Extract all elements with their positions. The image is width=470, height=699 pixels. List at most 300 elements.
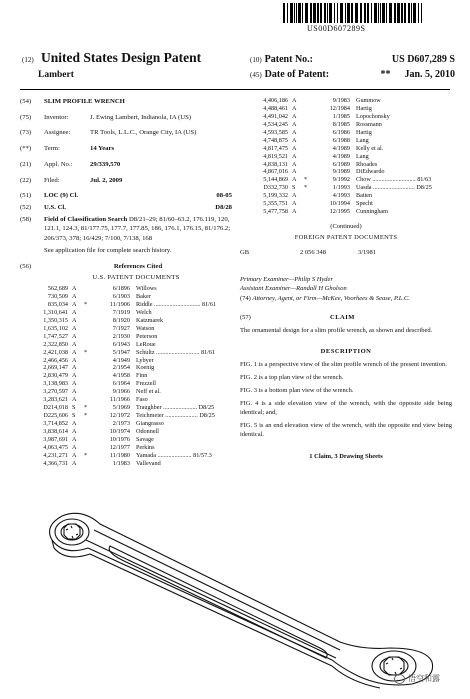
reference-row xyxy=(20,396,232,404)
reference-kind: A xyxy=(72,380,77,388)
reference-number: 4,231,271 xyxy=(43,451,68,459)
reference-number: 2,669,147 xyxy=(43,364,68,372)
reference-number: 1,350,315 xyxy=(43,316,68,324)
reference-name: Gummow xyxy=(356,97,381,104)
reference-row xyxy=(20,317,232,325)
reference-row xyxy=(240,137,452,145)
reference-name: Perkins xyxy=(136,443,155,451)
reference-date: 4/1949 xyxy=(112,356,130,364)
reference-kind: A xyxy=(72,300,77,308)
reference-row xyxy=(20,333,232,341)
reference-kind: S xyxy=(72,404,76,412)
reference-mark xyxy=(304,129,316,137)
reference-row xyxy=(240,192,452,200)
reference-kind: A xyxy=(292,112,297,120)
reference-mark xyxy=(84,309,96,317)
reference-kind: A xyxy=(72,396,77,404)
reference-row xyxy=(240,129,452,137)
fig-5-description: FIG. 5 is an end elevation view of the wrench, with the opposite end view being identical. xyxy=(240,422,452,439)
reference-name: Neff et al. xyxy=(136,388,161,396)
reference-kind: A xyxy=(292,120,297,128)
reference-date: 10/1976 xyxy=(109,435,130,443)
reference-date: 12/1977 xyxy=(109,443,130,451)
us-patent-docs-heading: U.S. PATENT DOCUMENTS xyxy=(92,274,180,282)
reference-row xyxy=(240,145,452,153)
field-row: (58) Field of Classification Search D8/21–29; 81/60–63.2, 176.119, 120, 121.1, 124.3, 81/177.75, 177.7, 177.85, 186, 176.1, 176.15, 81/176.2; 206/373, 378; 16/429; 7/100, 7/138, 168 xyxy=(20,215,231,243)
barcode-bar xyxy=(337,3,338,23)
reference-date: 1/1985 xyxy=(332,112,350,120)
reference-name: Riddle .............................. 81/61 xyxy=(136,300,217,308)
reference-date: 5/1947 xyxy=(112,348,130,356)
reference-number: 3,838,614 xyxy=(43,427,68,435)
reference-mark: * xyxy=(84,412,88,420)
reference-row xyxy=(20,388,232,396)
reference-name: Peterson xyxy=(136,332,158,340)
reference-kind: A xyxy=(72,435,77,443)
appl-row: (21) Appl. No.: 29/339,570 xyxy=(20,160,232,170)
reference-mark: * xyxy=(84,300,88,308)
reference-row xyxy=(240,176,452,184)
reference-name: Savage xyxy=(136,435,154,443)
document-type: United States Design Patent xyxy=(41,50,202,65)
reference-kind: A xyxy=(72,356,77,364)
description-heading: DESCRIPTION xyxy=(320,347,372,355)
reference-mark xyxy=(304,97,316,105)
reference-name: Rhoades xyxy=(356,160,378,168)
reference-mark xyxy=(84,380,96,388)
reference-date: 9/1983 xyxy=(332,97,350,104)
reference-mark xyxy=(84,325,96,333)
reference-date: 12/1995 xyxy=(329,208,350,216)
reference-name: Katzmarek xyxy=(136,316,164,324)
reference-name: Vallevand xyxy=(136,459,161,467)
reference-mark xyxy=(304,168,316,176)
us-class: D8/28 xyxy=(215,204,232,212)
continued-note: (Continued) xyxy=(330,223,362,231)
reference-number: 4,838,131 xyxy=(263,160,288,168)
reference-kind: A xyxy=(72,443,77,451)
barcode-bar xyxy=(374,3,377,23)
barcode-bar xyxy=(367,3,369,23)
reference-mark: * xyxy=(304,184,308,192)
reference-date: 11/1906 xyxy=(109,300,130,308)
foreign-reference: GB 2 056 348 3/1981 xyxy=(240,249,377,257)
reference-date: 2/1954 xyxy=(112,364,130,372)
barcode-bar xyxy=(296,3,297,23)
reference-name: Hartig xyxy=(356,128,372,136)
reference-number: 1,747,527 xyxy=(43,332,68,340)
reference-mark xyxy=(84,364,96,372)
reference-mark: * xyxy=(84,404,88,412)
reference-number: 4,817,475 xyxy=(263,144,288,152)
barcode-bar xyxy=(298,3,301,23)
reference-row xyxy=(20,285,232,293)
reference-mark xyxy=(84,428,96,436)
term-row: (**) Term: 14 Years xyxy=(20,144,232,154)
reference-number: 4,819,521 xyxy=(263,152,288,160)
reference-number: 2,830,479 xyxy=(43,372,68,380)
reference-date: 6/1943 xyxy=(112,340,130,348)
barcode-bar xyxy=(355,3,358,23)
reference-number: 3,987,691 xyxy=(43,435,68,443)
reference-kind: A xyxy=(72,324,77,332)
inventor-surname: Lambert xyxy=(38,70,74,80)
reference-kind: A xyxy=(72,451,77,459)
barcode-bar xyxy=(334,3,335,23)
reference-row xyxy=(240,113,452,121)
reference-name: Frezzell xyxy=(136,380,156,388)
reference-number: 2,421,038 xyxy=(43,348,68,356)
reference-name: Teichmeier ..................... D8/25 xyxy=(136,412,215,420)
barcode-bar xyxy=(290,3,293,23)
reference-name: Finn xyxy=(136,372,148,380)
search-history-note: See application file for complete search history. xyxy=(44,246,172,254)
reference-mark xyxy=(84,341,96,349)
reference-mark: * xyxy=(304,176,308,184)
reference-kind: A xyxy=(292,160,297,168)
reference-row xyxy=(20,301,232,309)
filed-row: (22) Filed: Jul. 2, 2009 xyxy=(20,176,232,186)
reference-kind: A xyxy=(72,388,77,396)
reference-name: Specht xyxy=(356,200,373,208)
patent-number: US D607,289 S xyxy=(391,54,455,65)
barcode-bar xyxy=(413,3,416,23)
reference-row xyxy=(240,161,452,169)
reference-date: 8/1920 xyxy=(112,316,130,324)
reference-mark xyxy=(304,208,316,216)
barcode-bar xyxy=(305,3,308,23)
reference-date: 6/1896 xyxy=(112,285,130,293)
invention-title: SLIM PROFILE WRENCH xyxy=(44,98,125,105)
barcode-bar xyxy=(313,3,316,23)
reference-date: 5/1969 xyxy=(112,404,130,412)
examiners: Primary Examiner—Philip S Hyder Assistant Examiner—Randall H Gholson (74) Attorney, Agent, or Firm—McKee, Voorhees & Sease, P.L.C. xyxy=(240,276,410,302)
description xyxy=(240,360,452,440)
reference-date: 9/1992 xyxy=(332,176,350,184)
barcode-bar xyxy=(378,3,379,23)
reference-date: 6/1989 xyxy=(332,160,350,168)
reference-name: Batten xyxy=(356,192,373,200)
barcode-bar xyxy=(287,3,288,23)
reference-mark xyxy=(304,161,316,169)
reference-row xyxy=(20,420,232,428)
barcode-bar xyxy=(364,3,366,23)
reference-name: Baker xyxy=(136,293,151,300)
reference-date: 6/1988 xyxy=(332,136,350,144)
barcode-bar xyxy=(394,3,396,23)
reference-number: D332,730 xyxy=(263,184,288,192)
reference-row xyxy=(20,364,232,372)
reference-name: Odonnell xyxy=(136,427,160,435)
assistant-examiner: Assistant Examiner—Randall H Gholson xyxy=(240,285,347,293)
reference-kind: A xyxy=(292,128,297,136)
reference-date: 11/1980 xyxy=(109,451,130,459)
reference-date: 4/1958 xyxy=(112,372,130,380)
reference-row xyxy=(20,436,232,444)
reference-number: 835,034 xyxy=(47,300,68,308)
reference-kind: A xyxy=(292,200,297,208)
barcode-bar xyxy=(345,3,346,23)
reference-row xyxy=(240,184,452,192)
reference-date: 12/1984 xyxy=(329,104,350,112)
wechat-icon xyxy=(394,674,405,684)
reference-number: 4,593,585 xyxy=(263,128,288,136)
reference-date: 1/1983 xyxy=(112,459,130,467)
us-references-list-continued xyxy=(240,97,452,216)
barcode-bar xyxy=(380,3,381,23)
reference-kind: A xyxy=(72,420,77,427)
barcode-bar xyxy=(360,3,362,23)
country-code: (12) xyxy=(22,56,34,64)
reference-date: 4/1989 xyxy=(332,144,350,152)
barcode-bar xyxy=(382,3,385,23)
reference-name: Cunningham xyxy=(356,208,388,216)
reference-name: Hartig xyxy=(356,104,372,112)
reference-number: 4,063,475 xyxy=(43,443,68,451)
reference-mark xyxy=(304,153,316,161)
patent-no-label: Patent No.: xyxy=(264,54,313,65)
reference-row xyxy=(20,309,232,317)
reference-number: 3,138,983 xyxy=(43,380,68,388)
fig-4-description: FIG. 4 is a side elevation view of the wrench, with the opposite side being identical; and, xyxy=(240,400,452,417)
date-code: (45) xyxy=(250,71,262,79)
bibliographic-data: (54) SLIM PROFILE WRENCH (75) Inventor: J. Ewing Lambert, Indianola, IA (US) (73) Assignee: TR Tools, L.L.C., Orange City, IA (US) (**) Term: 14 Years (21) Appl. No.: 29/339,570 (22) Filed: Jul. 2, 2009 (51) LOC (9) Cl. 08-05 (52) U.S. Cl. D8/28 (58) Field of Classification Search D8/21–29; 81/60–63.2, 176.119, 120, 121.1, 124.3, 81/177.75, 177.7, 177.85, 186, 176.1, 176.15, 81/176.2; 206/373, 378; 16/429; 7/100, 7/138, 168 See application file for complete search history. (56) References Cited U.S. PATENT DOCUMENTS 562,689 A 6/1896 Willows 730,509 A 6/1903 Baker 835,034 A * 11/1906 Riddle .............................. 81/61 1,310,641 A 7/1919 Welch 1,350,315 A 8/1920 Katzmarek 1,635,102 A 7/1927 Watson 1,747,527 A 2/1930 Peterson 2,322,850 A 6/1943 LeRoue 2,421,038 A * 5/1947 Schultz ............................ 81/61 2,466,456 A 4/1949 Lybyer 2,669,147 A 2/1954 Koenig 2,830,479 A 4/1958 Finn 3,138,983 A 6/1964 Frezzell 3,270,597 A 9/1966 Neff et al. 3,283,621 A 11/1966 Faso D214,018 S * 5/1969 Traughber ...................... D8/25 D225,606 S * 12/1972 Teichmeier ..................... D8/25 3,714,852 A 2/1973 Giangrasso 3,838,614 A 10/1974 Odonnell 3,987,691 A 10/1976 Savage 4,063,475 A 12/1977 Perkins 4,231,271 A * 11/1980 Yamada ...................... 81/57.3 4,366,731 A 1/1983 Vallevand xyxy=(20,98,232,467)
reference-name: Kelly et al. xyxy=(356,144,384,152)
reference-number: D214,018 xyxy=(43,404,68,412)
reference-date: 6/1903 xyxy=(112,293,130,300)
reference-number: 1,310,641 xyxy=(43,308,68,316)
reference-kind: A xyxy=(292,168,297,176)
reference-row xyxy=(20,452,232,460)
reference-number: 562,689 xyxy=(47,285,68,293)
reference-kind: A xyxy=(72,372,77,380)
reference-mark xyxy=(84,317,96,325)
reference-mark xyxy=(84,372,96,380)
reference-number: 4,534,245 xyxy=(263,120,288,128)
reference-date: 6/1986 xyxy=(332,128,350,136)
reference-date: 2/1930 xyxy=(112,332,130,340)
reference-row xyxy=(20,349,232,357)
reference-date: 9/1966 xyxy=(112,388,130,396)
reference-number: 4,488,461 xyxy=(263,104,288,112)
reference-mark xyxy=(84,333,96,341)
claim-heading: CLAIM xyxy=(330,313,355,321)
reference-kind: A xyxy=(72,348,77,356)
barcode-bar xyxy=(411,3,412,23)
reference-row xyxy=(20,412,232,420)
reference-kind: A xyxy=(292,97,297,104)
reference-name: Lybyer xyxy=(136,356,154,364)
reference-kind: A xyxy=(72,308,77,316)
reference-number: 3,270,597 xyxy=(43,388,68,396)
reference-kind: A xyxy=(292,144,297,152)
reference-number: 5,355,751 xyxy=(263,200,288,208)
reference-kind: A xyxy=(72,285,77,293)
reference-row xyxy=(20,380,232,388)
barcode-bar xyxy=(283,3,285,23)
reference-date: 7/1919 xyxy=(112,308,130,316)
term: 14 Years xyxy=(90,145,115,153)
reference-row xyxy=(240,97,452,105)
reference-number: 3,714,852 xyxy=(43,420,68,427)
reference-row xyxy=(20,428,232,436)
reference-kind: A xyxy=(72,293,77,300)
reference-date: 9/1989 xyxy=(332,168,350,176)
reference-row xyxy=(240,208,452,216)
reference-name: Faso xyxy=(136,396,148,404)
reference-name: Watson xyxy=(136,324,155,332)
loc-row: (51) LOC (9) Cl. 08-05 xyxy=(20,192,232,200)
reference-row xyxy=(20,293,232,301)
reference-number: 4,491,042 xyxy=(263,112,288,120)
primary-examiner: Primary Examiner—Philip S Hyder xyxy=(240,276,333,284)
barcode-bar xyxy=(310,3,312,23)
title-row: (54) SLIM PROFILE WRENCH xyxy=(20,97,232,107)
reference-mark xyxy=(84,396,96,404)
claim-text: The ornamental design for a slim profile wrench, as shown and described. xyxy=(240,326,433,334)
reference-name: Uasda ........................... D8/25 xyxy=(356,184,432,192)
field-of-search: D8/21–29; 81/60–63.2, 176.119, 120, 121.1, 124.3, 81/177.75, 177.7, 177.85, 186, 176.1, 176.15, 81/176.2; 206/373, 378; 16/429; 7/100, 7/138, 168 xyxy=(44,215,231,243)
barcode-bar xyxy=(324,3,326,23)
header-right xyxy=(250,54,455,80)
reference-number: 730,509 xyxy=(47,293,68,300)
barcode-bar xyxy=(327,3,328,23)
right-column: 4,406,186 A 9/1983 Gummow 4,488,461 A 12/1984 Hartig 4,491,042 A 1/1985 Lopochonsky 4,534,245 A 8/1985 Rossmann 4,593,585 A 6/1986 Hartig 4,748,875 A 6/1988 Lang 4,817,475 A 4/1989 Kelly et al. 4,819,521 A 4/1989 Lang 4,838,131 A 6/1989 Rhoades 4,867,016 A 9/1989 DiEdwardo 5,144,869 A * 9/1992 Chow ............................ 81/63 D332,730 S * 1/1993 Uasda ........................... D8/25 5,199,332 A 4/1993 Batten 5,355,751 A 10/1994 Specht 5,477,758 A 12/1995 Cunningham (Continued) FOREIGN PATENT DOCUMENTS GB 2 056 348 3/1981 Primary Examiner—Philip S Hyder Assistant Examiner—Randall H Gholson (74) Attorney, Agent, or Firm—McKee, Voorhees & Sease, P.L.C. (57) CLAIM The ornamental design for a slim profile wrench, as shown and described. DESCRIPTION FIG. 1 is a perspective view of the slim profile wrench of the present invention. FIG. 2 is a top plan view of the wrench. FIG. 3 is a bottom plan view of the wrench. FIG. 4 is a side elevation view of the wrench, with the opposite side being identical; and, FIG. 5 is an end elevation view of the wrench, with the opposite end view being identical. 1 Claim, 3 Drawing Sheets xyxy=(240,97,452,460)
reference-date: 7/1927 xyxy=(112,324,130,332)
reference-name: Lang xyxy=(356,136,369,144)
barcode-bar xyxy=(389,3,392,23)
reference-name: Willows xyxy=(136,285,157,293)
patent-no-code: (10) xyxy=(250,56,262,64)
reference-mark xyxy=(304,105,316,113)
reference-name: Lang xyxy=(356,152,369,160)
reference-mark xyxy=(304,113,316,121)
barcode-bar xyxy=(340,3,343,23)
reference-date: 4/1989 xyxy=(332,152,350,160)
application-number: 29/339,570 xyxy=(90,160,121,168)
barcode-bar xyxy=(408,3,410,23)
reference-kind: A xyxy=(292,152,297,160)
reference-row xyxy=(20,325,232,333)
reference-mark xyxy=(84,444,96,452)
reference-row xyxy=(20,372,232,380)
reference-kind: A xyxy=(72,364,77,372)
assignee-row: (73) Assignee: TR Tools, L.L.C., Orange City, IA (US) xyxy=(20,128,232,138)
reference-row xyxy=(240,153,452,161)
barcode-bar xyxy=(386,3,387,23)
reference-name: Welch xyxy=(136,308,152,316)
reference-kind: A xyxy=(292,176,297,184)
reference-number: 5,199,332 xyxy=(263,192,288,200)
reference-mark xyxy=(84,388,96,396)
reference-kind: A xyxy=(72,459,77,467)
barcode-bar xyxy=(371,3,372,23)
reference-mark xyxy=(304,145,316,153)
reference-number: 2,322,850 xyxy=(43,340,68,348)
reference-kind: A xyxy=(292,208,297,216)
reference-name: LeRoue xyxy=(136,340,156,348)
reference-mark xyxy=(84,420,96,428)
reference-number: D225,606 xyxy=(43,412,68,420)
barcode-bar xyxy=(404,3,406,23)
reference-kind: A xyxy=(72,427,77,435)
date-label: Date of Patent: xyxy=(264,69,330,80)
reference-kind: S xyxy=(72,412,76,420)
reference-kind: A xyxy=(72,340,77,348)
reference-date: 8/1985 xyxy=(332,120,350,128)
reference-number: 3,283,621 xyxy=(43,396,68,404)
wrench-drawing xyxy=(40,500,450,690)
reference-number: 4,867,016 xyxy=(263,168,288,176)
fig-1-description: FIG. 1 is a perspective view of the slim profile wrench of the present invention. xyxy=(240,360,447,368)
reference-row xyxy=(240,168,452,176)
reference-number: 4,406,186 xyxy=(263,97,288,104)
reference-date: 2/1973 xyxy=(112,420,130,427)
attorney: Attorney, Agent, or Firm—McKee, Voorhees & Sease, P.L.C. xyxy=(252,294,410,302)
reference-number: 4,366,731 xyxy=(43,459,68,467)
reference-date: 6/1964 xyxy=(112,380,130,388)
reference-mark: * xyxy=(84,348,88,356)
reference-mark xyxy=(304,200,316,208)
reference-kind: A xyxy=(292,104,297,112)
reference-mark: * xyxy=(84,451,88,459)
us-references-list xyxy=(20,285,232,468)
reference-number: 2,466,456 xyxy=(43,356,68,364)
patent-date: Jan. 5, 2010 xyxy=(404,69,455,80)
barcode-number: US00D607289S xyxy=(307,24,366,33)
foreign-docs-heading: FOREIGN PATENT DOCUMENTS xyxy=(294,234,398,242)
reference-kind: A xyxy=(292,192,297,200)
reference-name: Traughber ...................... D8/25 xyxy=(136,404,215,412)
reference-kind: A xyxy=(72,332,77,340)
reference-number: 1,635,102 xyxy=(43,324,68,332)
barcode-bar xyxy=(401,3,403,23)
reference-mark xyxy=(304,137,316,145)
reference-mark xyxy=(84,436,96,444)
reference-mark xyxy=(84,285,96,293)
reference-mark xyxy=(84,293,96,301)
reference-name: Chow ............................ 81/63 xyxy=(356,176,432,184)
date-stars: ** xyxy=(380,69,391,80)
header-left xyxy=(22,50,247,80)
reference-row xyxy=(20,460,232,468)
reference-mark xyxy=(304,192,316,200)
barcode-bar xyxy=(347,3,350,23)
reference-date: 10/1994 xyxy=(329,200,350,208)
fig-2-description: FIG. 2 is a top plan view of the wrench. xyxy=(240,374,344,381)
us-cl-row: (52) U.S. Cl. D8/28 xyxy=(20,204,232,212)
reference-row xyxy=(20,404,232,412)
reference-date: 1/1993 xyxy=(332,184,350,192)
reference-number: 5,144,869 xyxy=(263,176,288,184)
barcode-bar xyxy=(351,3,353,23)
reference-name: DiEdwardo xyxy=(356,168,385,176)
barcode-bar xyxy=(294,3,295,23)
loc-class: 08-05 xyxy=(216,192,232,200)
reference-name: Rossmann xyxy=(356,120,382,128)
barcode-bar xyxy=(397,3,400,23)
reference-row xyxy=(20,357,232,365)
barcode-bar xyxy=(302,3,303,23)
reference-name: Schultz ............................ 81/61 xyxy=(136,348,216,356)
reference-name: Giangrasso xyxy=(136,420,164,427)
inventor: J. Ewing Lambert, Indianola, IA (US) xyxy=(90,113,192,121)
reference-mark xyxy=(84,357,96,365)
reference-number: 4,748,875 xyxy=(263,136,288,144)
reference-kind: A xyxy=(292,136,297,144)
filed-date: Jul. 2, 2009 xyxy=(90,176,123,184)
barcode xyxy=(283,3,425,23)
